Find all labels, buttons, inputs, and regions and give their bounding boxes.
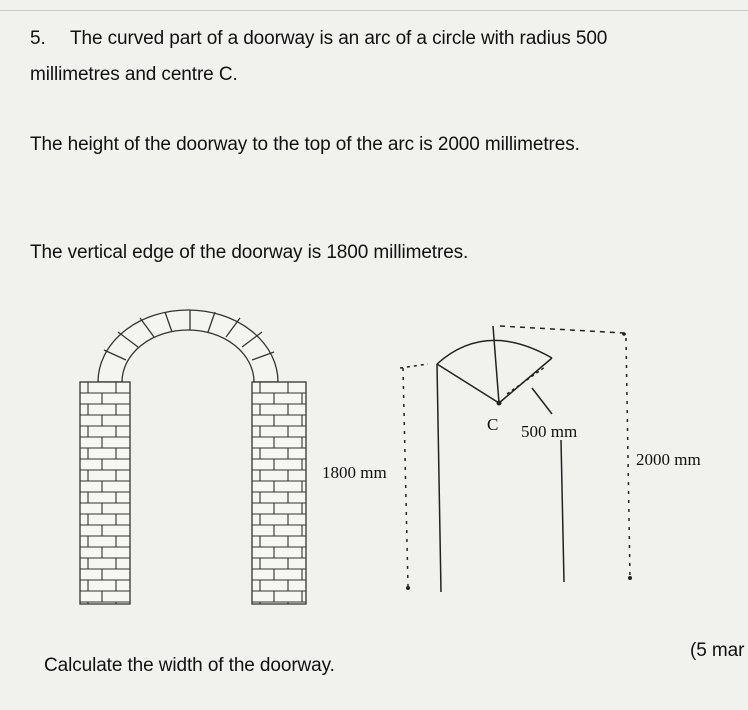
question-text-line-1: The curved part of a doorway is an arc of a circle with radius 500 (70, 28, 608, 49)
radius-label: 500 mm (521, 422, 578, 441)
question-instruction: Calculate the width of the doorway. (44, 655, 335, 676)
question-text-line-3: The height of the doorway to the top of the arc is 2000 millimetres. (30, 134, 580, 155)
question-text-line-2: millimetres and centre C. (30, 64, 238, 85)
top-dashed-line (500, 326, 624, 333)
edge-top-tick (400, 364, 428, 368)
centre-point (497, 401, 502, 406)
question-text-line-4: The vertical edge of the doorway is 1800 millimetres. (30, 242, 469, 263)
radius-label-pointer (532, 388, 552, 414)
radius-left (437, 364, 499, 403)
edge-length-label: 1800 mm (322, 463, 387, 482)
doorway-diagram (400, 326, 632, 592)
height-label: 2000 mm (636, 450, 701, 469)
centre-label: C (487, 415, 499, 434)
radius-right (499, 358, 552, 403)
left-edge-line (437, 364, 441, 592)
height-dashed-line (626, 338, 630, 578)
marks-label: (5 mar (690, 640, 745, 661)
right-edge-line (561, 440, 564, 582)
edge-dashed-line (403, 368, 408, 586)
radius-top (493, 326, 499, 403)
question-number: 5. (30, 28, 46, 49)
brick-arch-illustration (80, 310, 306, 604)
